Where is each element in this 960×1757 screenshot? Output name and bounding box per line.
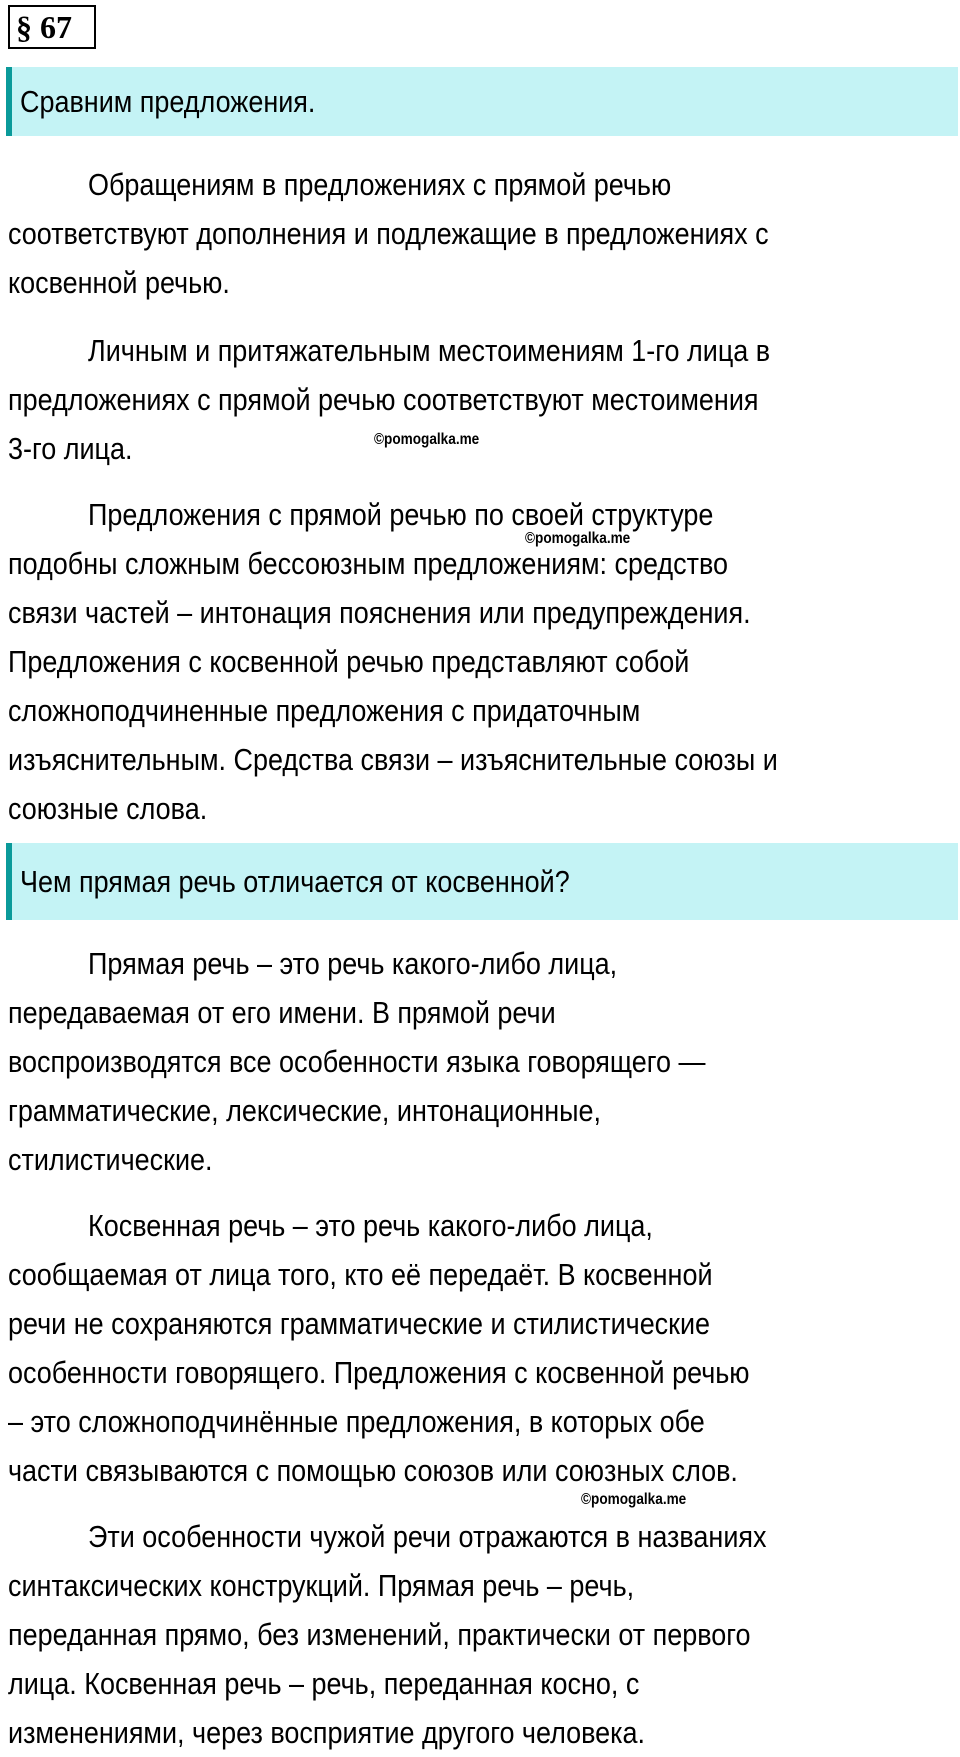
text-line-content: особенности говорящего. Предложения с косвенной речью [8,1355,750,1390]
text-line [8,375,872,424]
text-line-content: изменениями, через восприятие другого человека. [8,1715,646,1750]
text-line-content: Предложения с прямой речью по своей структуре [88,497,714,532]
text-line-content: сложноподчиненные предложения с придаточным [8,693,641,728]
paragraph [8,1201,860,1495]
text-line [8,1201,860,1250]
text-line-content: союзные слова. [8,791,208,826]
paragraph [8,939,810,1184]
text-line [8,1037,810,1086]
text-line-content: соответствуют дополнения и подлежащие в предложениях с [8,216,769,251]
text-line-content: передаваемая от его имени. В прямой речи [8,995,556,1030]
text-line [8,209,882,258]
section-number: § 67 [8,5,96,49]
heading-compare [6,67,958,136]
text-line-content: связи частей – интонация пояснения или предупреждения. [8,595,751,630]
text-line [8,686,893,735]
text-line-content: Обращениям в предложениях с прямой речью [88,167,672,202]
watermark: ©pomogalka.me [525,530,631,547]
text-line [8,939,810,988]
text-line [8,588,893,637]
text-line [8,539,893,588]
text-line-content: изъяснительным. Средства связи – изъяснительные союзы и [8,742,778,777]
heading-difference [6,843,958,920]
text-line [8,1086,810,1135]
text-line-content: 3-го лица. [8,431,133,466]
text-line [8,1135,810,1184]
text-line-content: переданная прямо, без изменений, практически от первого [8,1617,751,1652]
text-line [8,1397,860,1446]
text-line [8,326,872,375]
text-line [8,637,893,686]
text-line [8,1299,860,1348]
text-line-content: лица. Косвенная речь – речь, переданная косно, с [8,1666,640,1701]
text-line-content: стилистические. [8,1142,213,1177]
text-line [8,1250,860,1299]
paragraph [8,490,893,833]
text-line-content: сообщаемая от лица того, кто её передаёт. В косвенной [8,1257,713,1292]
text-line [8,160,882,209]
text-line-content: косвенной речью. [8,265,230,300]
text-line [8,258,882,307]
text-line [8,1446,860,1495]
text-line-content: – это сложноподчинённые предложения, в которых обе [8,1404,705,1439]
text-line-content: Личным и притяжательным местоимениям 1-го лица в [88,333,771,368]
text-line [8,1512,868,1561]
text-line [8,490,893,539]
text-line-content: Эти особенности чужой речи отражаются в названиях [88,1519,767,1554]
watermark: ©pomogalka.me [374,431,480,448]
text-line-content: части связываются с помощью союзов или союзных слов. [8,1453,738,1488]
text-line [8,1561,868,1610]
paragraph [8,160,882,307]
text-line-content: предложениях с прямой речью соответствуют местоимения [8,382,759,417]
text-line-content: подобны сложным бессоюзным предложениям: средство [8,546,728,581]
text-line-content: Косвенная речь – это речь какого-либо лица, [88,1208,653,1243]
heading-text: Чем прямая речь отличается от косвенной? [20,863,570,899]
text-line-content: грамматические, лексические, интонационные, [8,1093,601,1128]
text-line [8,1659,868,1708]
text-line-content: синтаксических конструкций. Прямая речь – речь, [8,1568,635,1603]
text-line-content: Прямая речь – это речь какого-либо лица, [88,946,618,981]
text-line [8,735,893,784]
text-line-content: речи не сохраняются грамматические и стилистические [8,1306,711,1341]
watermark: ©pomogalka.me [581,1491,687,1508]
text-line [8,784,893,833]
text-line-content: воспроизводятся все особенности языка говорящего — [8,1044,706,1079]
text-line [8,988,810,1037]
text-line [8,1708,868,1757]
paragraph [8,1512,868,1757]
text-line-content: Предложения с косвенной речью представляют собой [8,644,690,679]
text-line [8,1348,860,1397]
heading-text: Сравним предложения. [20,83,316,119]
paragraph [8,326,872,473]
text-line [8,1610,868,1659]
